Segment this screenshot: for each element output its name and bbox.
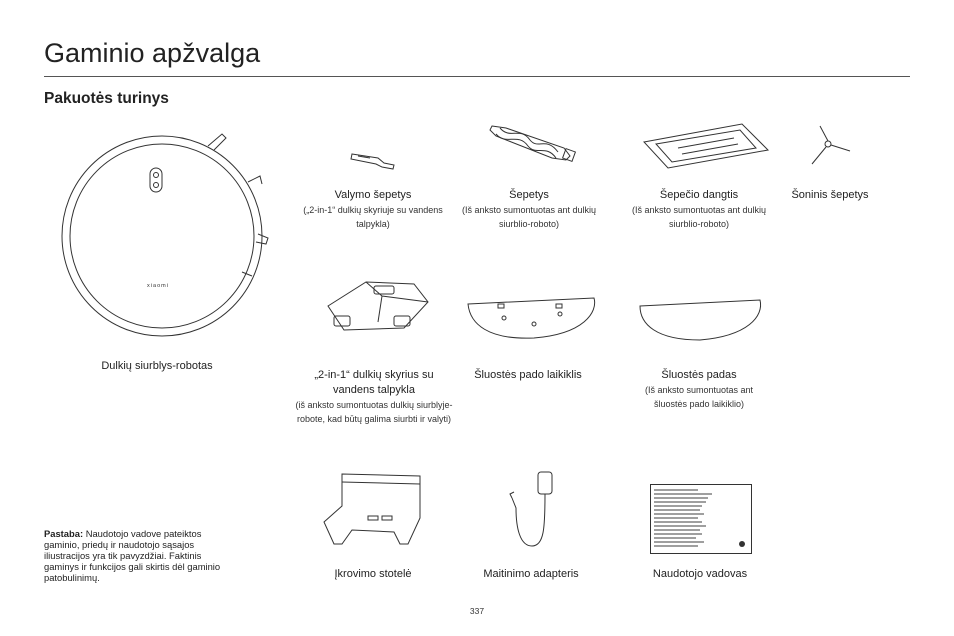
cleaning-tool-caption bbox=[300, 188, 446, 231]
main-brush-illustration bbox=[486, 122, 578, 164]
side-brush-illustration bbox=[804, 124, 852, 168]
note-text: Naudotojo vadove pateiktos gaminio, priedų ir naudotojo sąsajos iliustracijos yra tik pavyzdžiai. Faktinis gaminys ir funkcijos gali skirtis dėl gaminio patobulinimų. bbox=[44, 528, 221, 583]
mop-pad-illustration bbox=[636, 294, 766, 344]
robot-vacuum-illustration bbox=[62, 124, 272, 350]
cleaning-tool-note: („2-in-1“ dulkių skyriuje su vandens talpykla) bbox=[303, 205, 443, 229]
power-adapter-label: Maitinimo adapteris bbox=[483, 568, 579, 580]
brush-cover-label: Šepečio dangtis bbox=[659, 189, 739, 201]
title-divider bbox=[44, 76, 910, 77]
charging-dock-illustration bbox=[322, 472, 426, 548]
side-brush-label: Šoninis šepetys bbox=[791, 189, 869, 201]
section-subtitle: Pakuotės turinys bbox=[44, 90, 169, 107]
charging-dock-label: Įkrovimo stotelė bbox=[334, 568, 412, 580]
dustbin-label: „2-in-1“ dulkių skyrius su vandens talpykla bbox=[314, 369, 434, 396]
mop-bracket-label: Šluostės pado laikiklis bbox=[474, 369, 582, 381]
mop-pad-label: Šluostės padas bbox=[661, 369, 737, 381]
dustbin-note: (iš anksto sumontuotas dulkių siurblyje-robote, kad būtų galima siurbti ir valyti) bbox=[295, 400, 453, 424]
cleaning-tool-label: Valymo šepetys bbox=[334, 189, 412, 201]
dustbin-caption bbox=[294, 368, 454, 426]
robot-vacuum-label: Dulkių siurblys-robotas bbox=[101, 360, 213, 372]
brush-cover-note: (Iš anksto sumontuotas ant dulkių siurblio-roboto) bbox=[631, 205, 767, 229]
cleaning-tool-illustration bbox=[348, 150, 398, 172]
mop-bracket-illustration bbox=[464, 292, 600, 344]
mop-pad-note: (Iš anksto sumontuotas ant šluostės pado laikiklio) bbox=[644, 385, 754, 409]
dustbin-illustration bbox=[322, 276, 432, 334]
power-adapter-illustration bbox=[510, 468, 560, 554]
disclaimer-note bbox=[44, 528, 224, 583]
mop-pad-caption bbox=[628, 368, 770, 411]
page-number: 337 bbox=[469, 606, 485, 616]
main-brush-label: Šepetys bbox=[509, 189, 549, 201]
user-manual-label: Naudotojo vadovas bbox=[652, 568, 748, 580]
main-brush-caption bbox=[458, 188, 600, 231]
page-title: Gaminio apžvalga bbox=[44, 38, 261, 68]
brush-cover-caption bbox=[628, 188, 770, 231]
main-brush-note: (Iš anksto sumontuotas ant dulkių siurblio-roboto) bbox=[461, 205, 597, 229]
brush-cover-illustration bbox=[642, 122, 770, 170]
robot-brand-logo: xiaomi bbox=[147, 283, 169, 289]
user-manual-illustration bbox=[650, 484, 752, 554]
note-prefix: Pastaba: bbox=[44, 528, 84, 539]
